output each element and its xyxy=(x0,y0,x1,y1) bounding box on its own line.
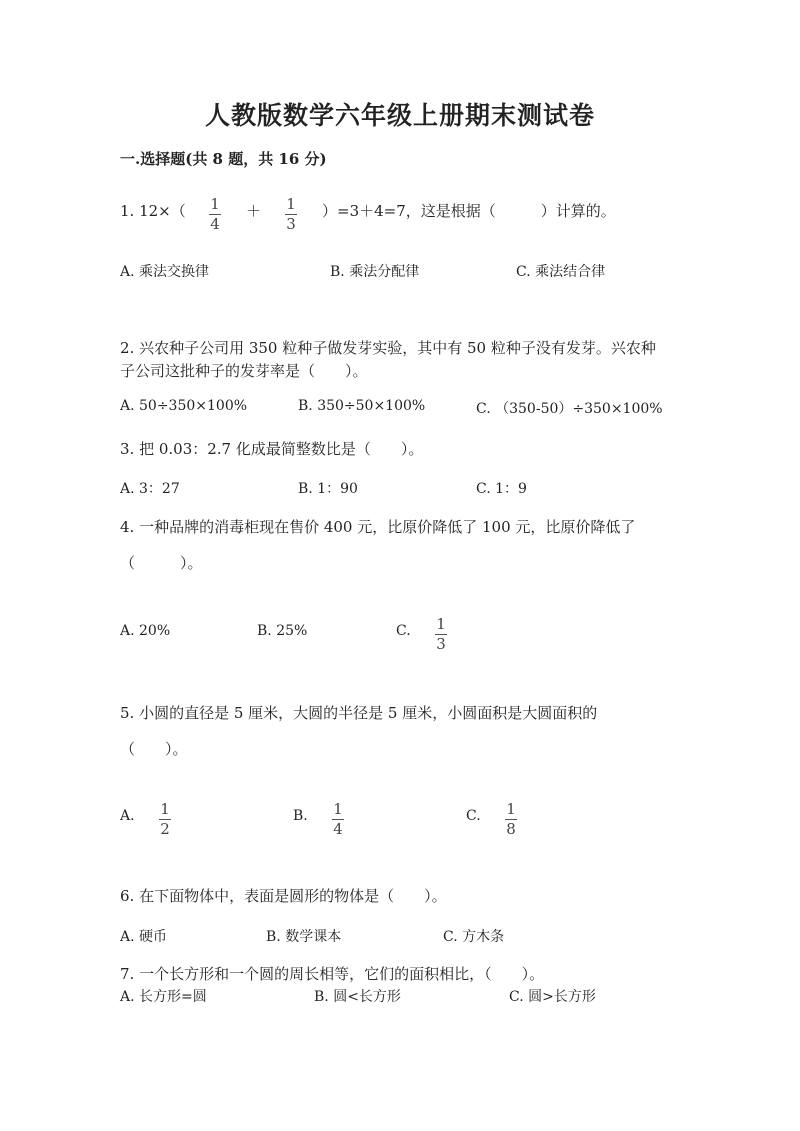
question-1-fraction-1 xyxy=(209,196,221,233)
fraction-numerator: 1 xyxy=(506,800,516,818)
question-3-option-c[interactable]: C. 1：9 xyxy=(476,481,527,497)
question-6-option-a[interactable]: A. 硬币 xyxy=(120,929,168,945)
question-2-option-c[interactable]: C. （350-50）÷350×100% xyxy=(476,401,663,417)
question-4-line-1: 4. 一种品牌的消毒柜现在售价 400 元，比原价降低了 100 元，比原价降低了 xyxy=(120,518,636,536)
question-5-option-a-fraction xyxy=(159,801,171,838)
question-1-prefix: 1. 12×（ xyxy=(120,202,186,220)
question-6-text: 6. 在下面物体中，表面是圆形的物体是（ ）。 xyxy=(120,887,447,905)
question-5-line-2: （ ）。 xyxy=(120,740,188,758)
question-2-line-1: 2. 兴农种子公司用 350 粒种子做发芽实验，其中有 50 粒种子没有发芽。兴农种 xyxy=(120,339,656,357)
question-7-text: 7. 一个长方形和一个圆的周长相等，它们的面积相比，（ ）。 xyxy=(120,965,545,983)
fraction-denominator: 3 xyxy=(436,635,446,653)
page-title: 人教版数学六年级上册期末测试卷 xyxy=(204,101,595,130)
question-3-option-a[interactable]: A. 3：27 xyxy=(120,481,180,497)
question-3-text: 3. 把 0.03：2.7 化成最简整数比是（ ）。 xyxy=(120,440,424,458)
question-7-option-a[interactable]: A. 长方形=圆 xyxy=(120,989,207,1005)
fraction-numerator: 1 xyxy=(436,615,446,633)
fraction-numerator: 1 xyxy=(286,195,296,213)
fraction-numerator: 1 xyxy=(160,800,170,818)
fraction-denominator: 2 xyxy=(160,820,170,838)
section-heading: 一.选择题(共 8 题，共 16 分) xyxy=(120,150,327,168)
question-1-fraction-2 xyxy=(285,196,297,233)
question-4-option-a[interactable]: A. 20% xyxy=(120,623,171,639)
fraction-denominator: 4 xyxy=(333,820,343,838)
question-4-option-b[interactable]: B. 25% xyxy=(257,623,308,639)
question-4-line-2: （ ）。 xyxy=(120,554,203,572)
question-5-option-b[interactable]: B. xyxy=(293,808,308,824)
fraction-denominator: 8 xyxy=(506,820,516,838)
question-5-option-c[interactable]: C. xyxy=(466,808,481,824)
fraction-numerator: 1 xyxy=(333,800,343,818)
question-5-option-c-fraction xyxy=(505,801,517,838)
question-2-option-a[interactable]: A. 50÷350×100% xyxy=(120,398,248,414)
question-3-option-b[interactable]: B. 1：90 xyxy=(298,481,358,497)
question-5-option-b-fraction xyxy=(332,801,344,838)
question-1-option-b[interactable]: B. 乘法分配律 xyxy=(330,264,420,280)
question-5-line-1: 5. 小圆的直径是 5 厘米，大圆的半径是 5 厘米，小圆面积是大圆面积的 xyxy=(120,704,598,722)
question-2-line-2: 子公司这批种子的发芽率是（ ）。 xyxy=(120,362,368,380)
question-7-option-b[interactable]: B. 圆<长方形 xyxy=(314,989,401,1005)
question-1-option-a[interactable]: A. 乘法交换律 xyxy=(120,264,210,280)
question-1-plus-sign: ＋ xyxy=(246,202,262,220)
question-1-option-c[interactable]: C. 乘法结合律 xyxy=(516,264,606,280)
fraction-denominator: 4 xyxy=(210,215,220,233)
question-6-option-b[interactable]: B. 数学课本 xyxy=(266,929,342,945)
fraction-denominator: 3 xyxy=(286,215,296,233)
question-4-option-c-fraction xyxy=(435,616,447,653)
question-2-option-b[interactable]: B. 350÷50×100% xyxy=(298,398,426,414)
question-7-option-c[interactable]: C. 圆>长方形 xyxy=(509,989,596,1005)
question-5-option-a[interactable]: A. xyxy=(120,808,135,824)
fraction-numerator: 1 xyxy=(210,195,220,213)
question-6-option-c[interactable]: C. 方木条 xyxy=(443,929,505,945)
question-1-suffix: ）=3＋4=7，这是根据（ ）计算的。 xyxy=(322,202,616,220)
question-4-option-c[interactable]: C. xyxy=(396,623,411,639)
